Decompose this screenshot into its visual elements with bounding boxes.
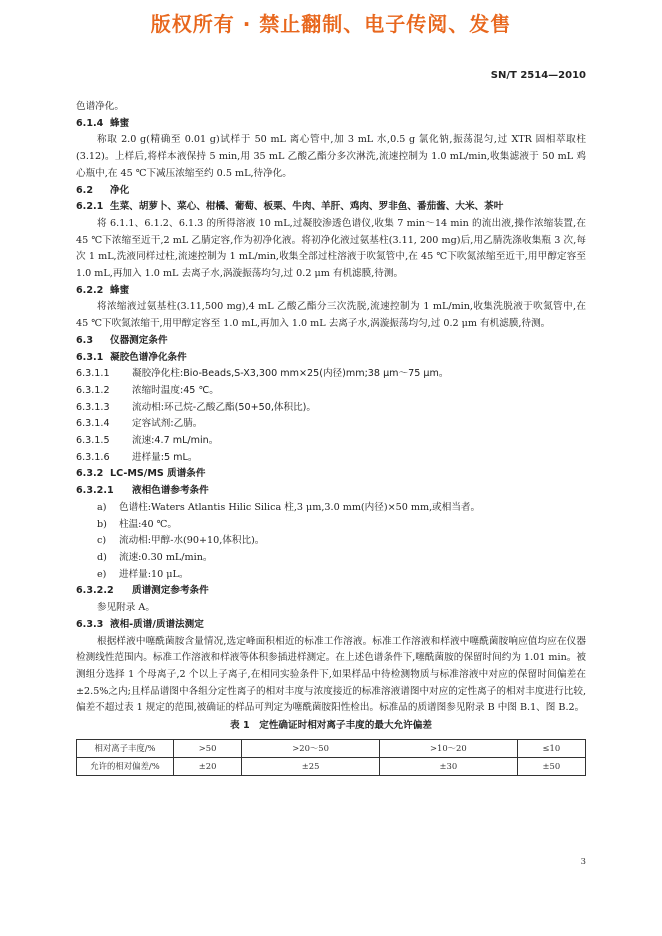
list-item: b) 柱温:40 ℃。 [97,518,178,530]
paragraph: 将 6.1.1、6.1.2、6.1.3 的所得溶液 10 mL,过凝胶渗透色谱仪,收集 7 min～14 min 的流出液,操作浓缩装置,在 45 ℃下浓缩至近干,2 mL 乙腈定容,作为初净化液。将初净化液过氨基柱(3.11, 200 mg)后,用乙腈洗涤收集瓶 3 次,每次 1 mL,洗液同样过柱,流速控制为 1 mL/min,收集全部过柱溶液于吹氮管中,在 45 ℃下吹氮浓缩至近干,用甲醇定容至 1.0 mL,再加入 1.0 mL 去离子水,涡漩振荡均匀,过 0.2 μm 有机滤膜,待测。 [76,217,586,280]
table-cell: >50 [174,739,242,757]
list-item: c) 流动相:甲醇-水(90+10,体积比)。 [97,535,265,547]
page-number: 3 [580,856,586,866]
list-item: d) 流速:0.30 mL/min。 [97,551,213,563]
table-row [77,739,586,757]
list-item: e) 进样量:10 μL。 [97,568,189,580]
table-caption: 表 1 定性确证时相对离子丰度的最大允许偏差 [230,720,432,732]
clause-6-3-1-1: 6.3.1.1 凝胶净化柱:Bio-Beads,S-X3,300 mm×25(内径)mm;38 μm～75 μm。 [76,368,449,380]
section-heading-6-3-1: 6.3.1 凝胶色谱净化条件 [76,351,187,363]
clause-6-3-1-3: 6.3.1.3 流动相:环己烷-乙酸乙酯(50+50,体积比)。 [76,401,316,413]
section-heading-6-2-1: 6.2.1 生菜、胡萝卜、菜心、柑橘、葡萄、板栗、牛肉、羊肝、鸡肉、罗非鱼、番茄酱、大米、茶叶 [76,201,504,213]
section-heading-6-2-2: 6.2.2 蜂蜜 [76,284,130,296]
clause-6-3-1-4: 6.3.1.4 定容试剂:乙腈。 [76,418,203,430]
table-cell: ±50 [517,757,585,775]
clause-6-3-1-2: 6.3.1.2 浓缩时温度:45 ℃。 [76,384,219,396]
document-body [76,99,586,776]
copyright-banner: 版权所有 · 禁止翻制、电子传阅、发售 [150,12,512,36]
paragraph: 参见附录 A。 [97,602,155,614]
section-heading-6-1-4: 6.1.4 蜂蜜 [76,117,130,129]
section-heading-6-3-2-2: 6.3.2.2 质谱测定参考条件 [76,585,209,597]
table-cell: ±25 [242,757,380,775]
deviation-table [76,739,586,776]
clause-6-3-1-5: 6.3.1.5 流速:4.7 mL/min。 [76,435,219,447]
table-cell: ±20 [174,757,242,775]
standard-number: SN/T 2514—2010 [490,70,586,81]
paragraph: 称取 2.0 g(精确至 0.01 g)试样于 50 mL 离心管中,加 3 mL 水,0.5 g 氯化钠,振荡混匀,过 XTR 固相萃取柱(3.12)。上样后,将样本液保持 5 min,用 35 mL 乙酸乙酯分多次淋洗,流速控制为 1.0 mL/min,收集滤液于 50 mL 鸡心瓶中,在 45 ℃下减压浓缩至约 0.5 mL,待净化。 [76,134,586,179]
clause-6-3-1-6: 6.3.1.6 进样量:5 mL。 [76,451,198,463]
table-cell: ±30 [379,757,517,775]
paragraph: 将浓缩液过氨基柱(3.11,500 mg),4 mL 乙酸乙酯分三次洗脱,流速控制为 1 mL/min,收集洗脱液于吹氮管中,在 45 ℃下吹氮浓缩干,用甲醇定容至 1.0 mL,再加入 1.0 mL 去离子水,涡漩振荡均匀,过 0.2 μm 有机滤膜,待测。 [76,301,586,330]
table-cell: 相对离子丰度/% [77,739,174,757]
section-heading-6-3-2-1: 6.3.2.1 液相色谱参考条件 [76,485,209,497]
paragraph: 色谱净化。 [76,101,124,112]
list-item: a) 色谱柱:Waters Atlantis Hilic Silica 柱,3 μm,3.0 mm(内径)×50 mm,或相当者。 [97,501,481,513]
table-cell: >10～20 [379,739,517,757]
paragraph: 根据样液中噻酰菌胺含量情况,选定峰面积相近的标准工作溶液。标准工作溶液和样液中噻酰菌胺响应值均应在仪器检测线性范围内。标准工作溶液和样液等体积参插进样测定。在上述色谱条件下,噻酰菌胺的保留时间约为 1.01 min。被测组分选择 1 个母离子,2 个以上子离子,在相同实验条件下,如果样品中待检测物质与标准溶液中对应的保留时间偏差在±2.5%之内;且样品谱图中各组分定性离子的相对丰度与浓度接近的标准溶液谱图中对应的定性离子的相对丰度进行比较,偏差不超过表 1 规定的范围,被确证的样品可判定为噻酰菌胺阳性检出。标准品的质谱图参见附录 B 中图 B.1、图 B.2。 [76,635,586,714]
table-cell: 允许的相对偏差/% [77,757,174,775]
table-cell: >20～50 [242,739,380,757]
section-heading-6-3: 6.3 仪器测定条件 [76,334,168,346]
section-heading-6-3-2: 6.3.2 LC-MS/MS 质谱条件 [76,468,206,480]
table-row [77,757,586,775]
section-heading-6-3-3: 6.3.3 液相-质谱/质谱法测定 [76,618,204,630]
section-heading-6-2: 6.2 净化 [76,184,130,196]
table-cell: ≤10 [517,739,585,757]
